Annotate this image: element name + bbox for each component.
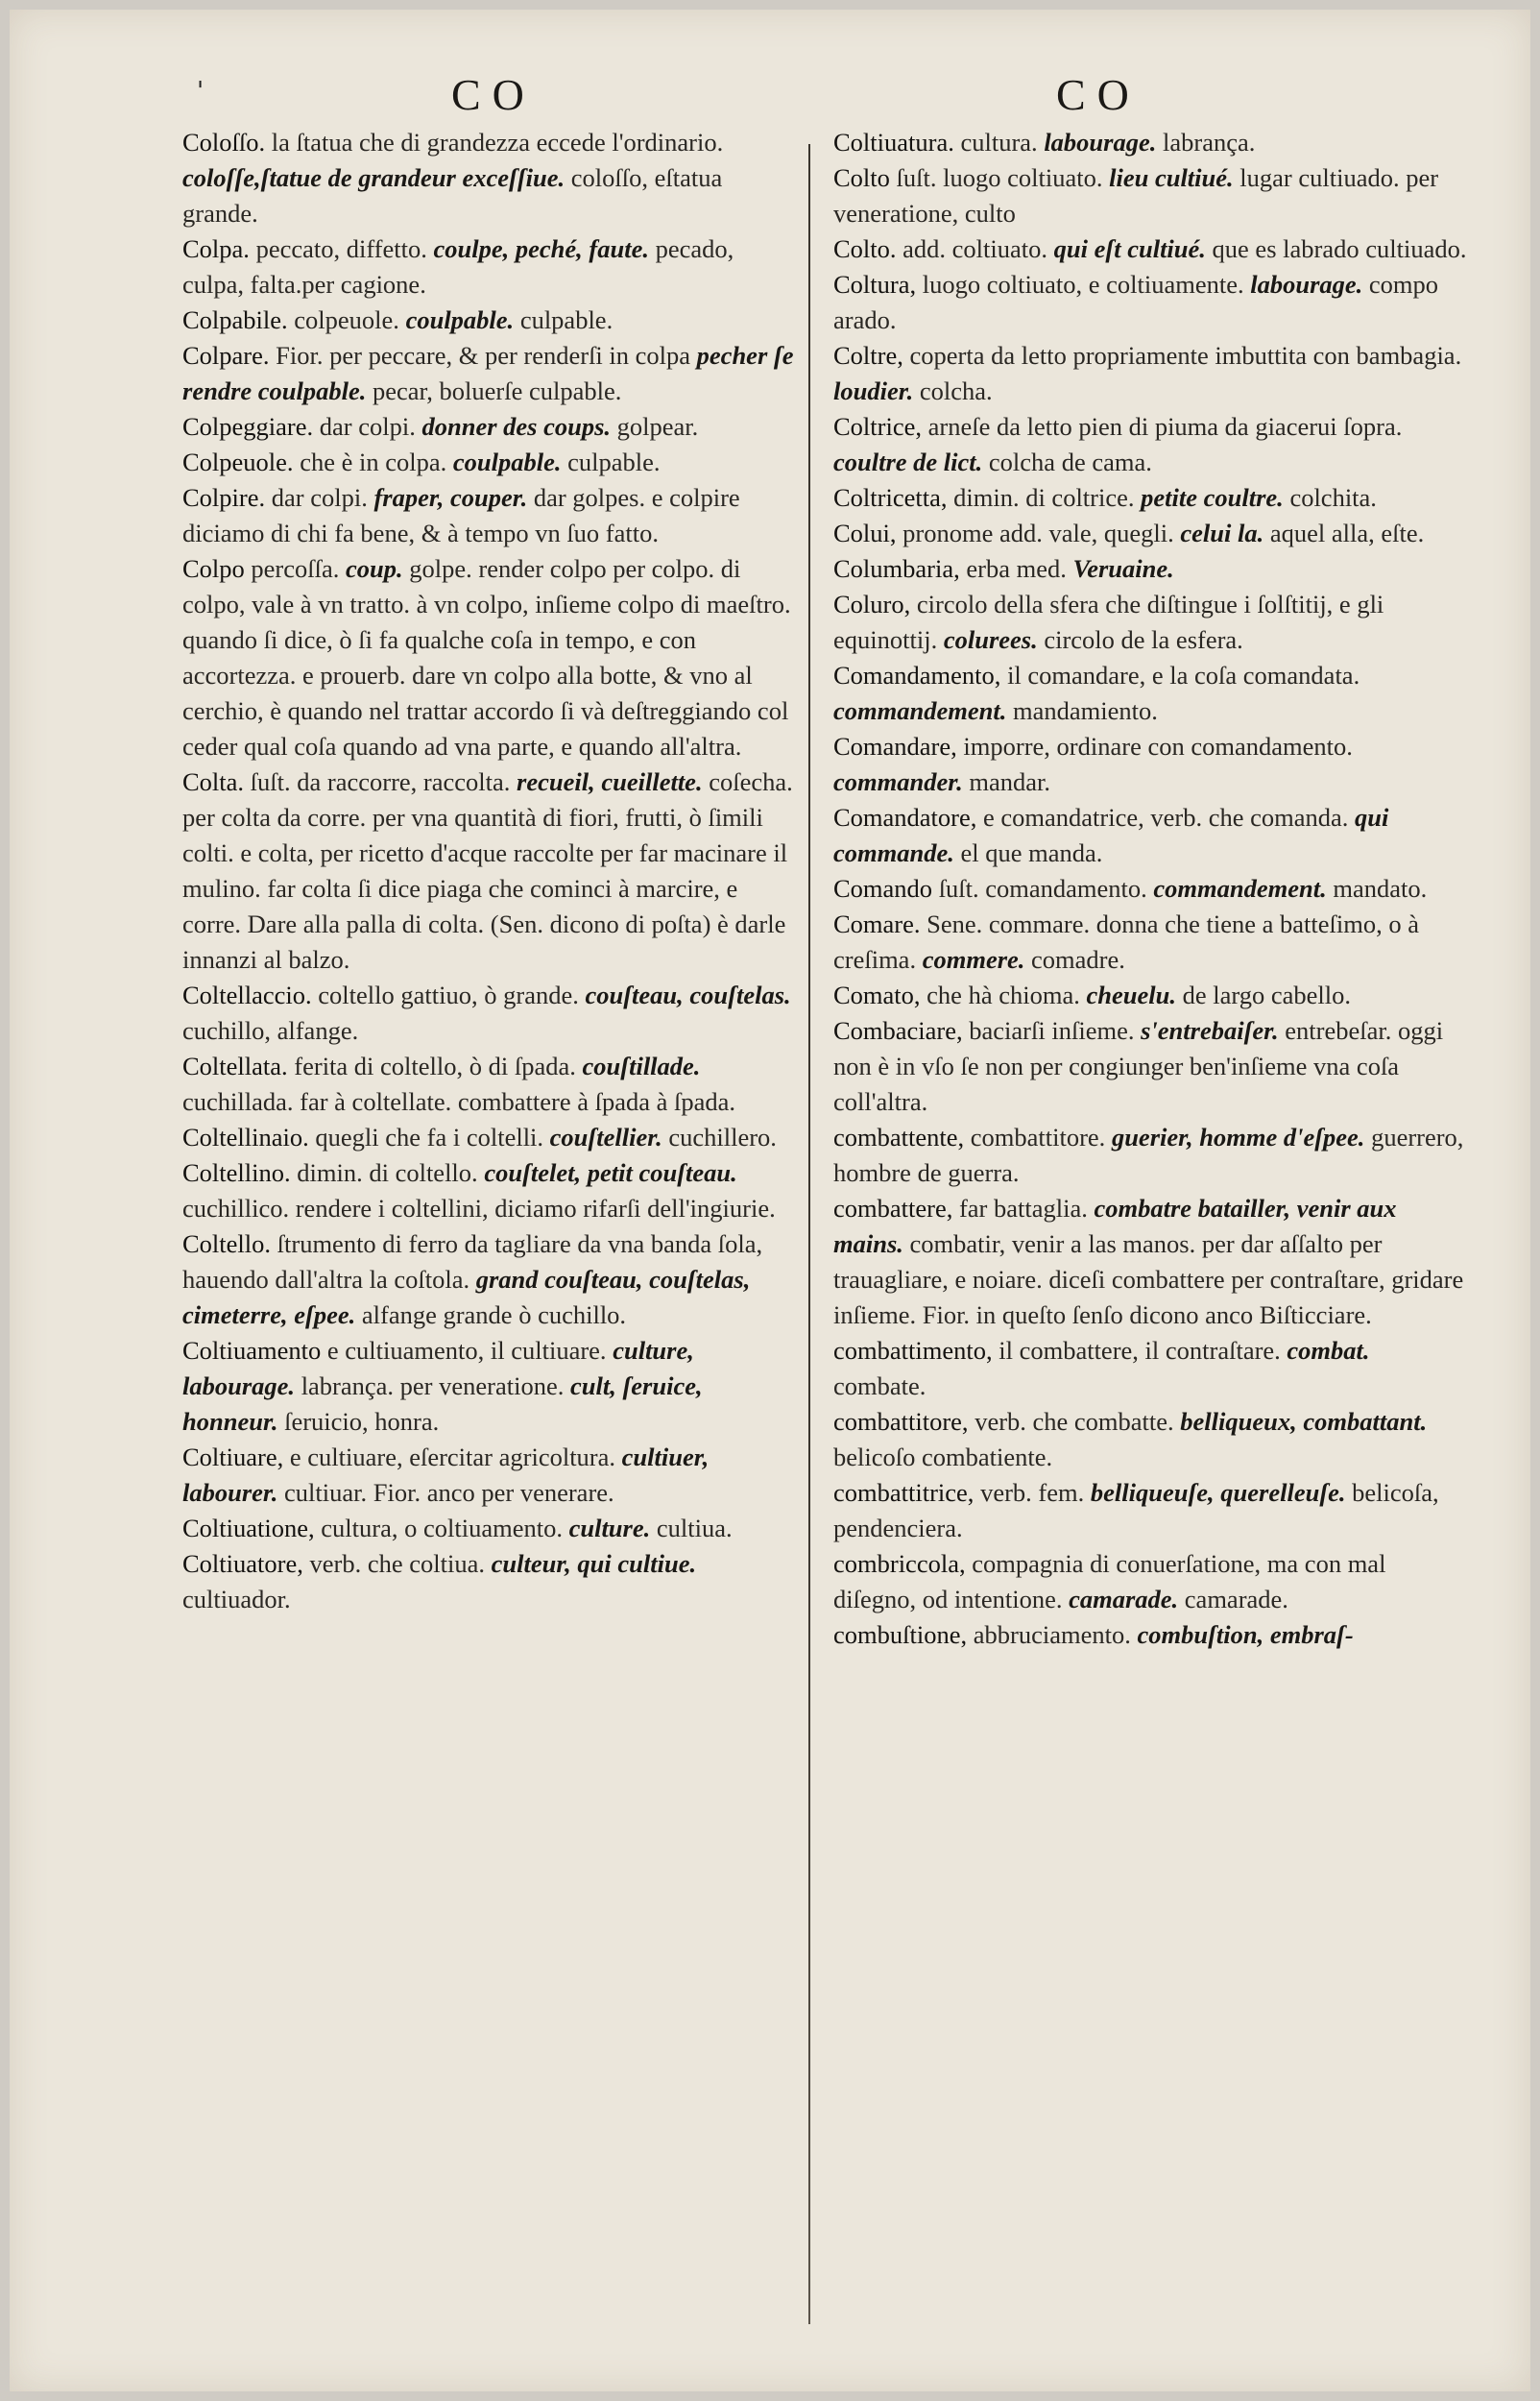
dictionary-entry: Colpeggiare. dar colpi. donner des coups. golpear. xyxy=(182,412,699,441)
running-head-left: CO xyxy=(451,70,536,119)
dictionary-entry: Comandatore, e comandatrice, verb. che comanda. qui commande. el que manda. xyxy=(833,803,1389,867)
dictionary-entry: Coltiuare, e cultiuare, eſercitar agricoltura. cultiuer, labourer. cultiuar. Fior. anco per venerare. xyxy=(182,1443,710,1507)
dictionary-entry: Coltellinaio. quegli che fa i coltelli. couſtellier. cuchillero. xyxy=(182,1123,777,1152)
dictionary-entry: Coltellaccio. coltello gattiuo, ò grande. couſteau, couſtelas. cuchillo, alfange. xyxy=(182,981,791,1045)
dictionary-entry: Coltiuatura. cultura. labourage. labrança. xyxy=(833,128,1256,157)
book-page xyxy=(10,10,1530,2391)
dictionary-entry: combuſtione, abbruciamento. combuſtion, embraſ- xyxy=(833,1620,1354,1649)
dictionary-entry: Coltellata. ferita di coltello, ò di ſpada. couſtillade. cuchillada. far à coltellate. combattere à ſpada à ſpada. xyxy=(182,1052,736,1116)
dictionary-entry: Coltiuatore, verb. che coltiua. culteur, qui cultiue. cultiuador. xyxy=(182,1549,697,1613)
dictionary-entry: Colta. ſuſt. da raccorre, raccolta. recueil, cueillette. coſecha. per colta da corre. per vna quantità di fiori, frutti, ò ſimili colti. e colta, per ricetto d'acque raccolte per far macinare il mulino. far colta ſi dice piaga che cominci à marcire, e corre. Dare alla palla di colta. (Sen. dicono di poſta) è darle innanzi al balzo. xyxy=(182,767,793,974)
dictionary-entry: Colto ſuſt. luogo coltiuato. lieu cultiué. lugar cultiuado. per veneratione, culto xyxy=(833,163,1439,228)
dictionary-entry: combattente, combattitore. guerier, homme d'eſpee. guerrero, hombre de guerra. xyxy=(833,1123,1464,1187)
dictionary-entry: Colpire. dar colpi. fraper, couper. dar golpes. e colpire diciamo di chi fa bene, & à tempo vn ſuo fatto. xyxy=(182,483,740,547)
dictionary-entry: combattere, far battaglia. combatre batailler, venir aux mains. combatir, venir a las manos. per dar aſſalto per trauagliare, e noiare. diceſi combattere per contraſtare, gridare inſieme. Fior. in queſto ſenſo dicono anco Biſticciare. xyxy=(833,1194,1464,1329)
dictionary-entry: combattitore, verb. che combatte. belliqueux, combattant. belicoſo combatiente. xyxy=(833,1407,1428,1471)
dictionary-entry: Colpa. peccato, diffetto. coulpe, peché, faute. pecado, culpa, falta.per cagione. xyxy=(182,234,734,299)
dictionary-entry: combriccola, compagnia di conuerſatione, ma con mal diſegno, od intentione. camarade. camarade. xyxy=(833,1549,1386,1613)
dictionary-entry: Coluro, circolo della sfera che diſtingue i ſolſtitij, e gli equinottij. colurees. circolo de la esfera. xyxy=(833,590,1384,654)
right-column xyxy=(833,125,1467,1653)
dictionary-entry: Comandamento, il comandare, e la coſa comandata. commandement. mandamiento. xyxy=(833,661,1360,725)
dictionary-entry: Coltricetta, dimin. di coltrice. petite coultre. colchita. xyxy=(833,483,1377,512)
dictionary-entry: Coltiuatione, cultura, o coltiuamento. culture. cultiua. xyxy=(182,1514,733,1542)
left-column xyxy=(182,125,797,1617)
dictionary-entry: Comandare, imporre, ordinare con comandamento. commander. mandar. xyxy=(833,732,1353,796)
column-divider xyxy=(808,144,810,2324)
dictionary-entry: Coltiuamento e cultiuamento, il cultiuare. culture, labourage. labrança. per veneratione. cult, ſeruice, honneur. ſeruicio, honra. xyxy=(182,1336,703,1436)
dictionary-entry: Coltura, luogo coltiuato, e coltiuamente. labourage. compo arado. xyxy=(833,270,1439,334)
dictionary-entry: Colto. add. coltiuato. qui eſt cultiué. que es labrado cultiuado. xyxy=(833,234,1467,263)
dictionary-entry: Colpo percoſſa. coup. golpe. render colpo per colpo. di colpo, vale à vn tratto. à vn colpo, inſieme colpo di maeſtro. quando ſi dice, ò ſi fa qualche coſa in tempo, e con accortezza. e prouerb. dare vn colpo alla botte, & vno al cerchio, è quando nel trattar accordo ſi và deſtreggiando col ceder qual coſa quando ad vna parte, e quando all'altra. xyxy=(182,554,791,761)
dictionary-entry: Coltre, coperta da letto propriamente imbuttita con bambagia. loudier. colcha. xyxy=(833,341,1462,405)
dictionary-entry: Combaciare, baciarſi inſieme. s'entrebaiſer. entrebeſar. oggi non è in vſo ſe non per congiunger ben'inſieme vna coſa coll'altra. xyxy=(833,1016,1444,1116)
dictionary-entry: Colpabile. colpeuole. coulpable. culpable. xyxy=(182,305,614,334)
dictionary-entry: Comare. Sene. commare. donna che tiene a batteſimo, o à creſima. commere. comadre. xyxy=(833,909,1420,974)
dictionary-entry: Coloſſo. la ſtatua che di grandezza eccede l'ordinario. coloſſe,ſtatue de grandeur exceſſiue. coloſſo, eſtatua grande. xyxy=(182,128,724,228)
dictionary-entry: Columbaria, erba med. Veruaine. xyxy=(833,554,1174,583)
running-head-right: CO xyxy=(1056,70,1141,119)
dictionary-entry: Coltello. ſtrumento di ferro da tagliare da vna banda ſola, hauendo dall'altra la coſtola. grand couſteau, couſtelas, cimeterre, eſpee. alfange grande ò cuchillo. xyxy=(182,1229,763,1329)
dictionary-entry: Comando ſuſt. comandamento. commandement. mandato. xyxy=(833,874,1428,903)
dictionary-entry: Colpare. Fior. per peccare, & per renderſi in colpa pecher ſe rendre coulpable. pecar, boluerſe culpable. xyxy=(182,341,794,405)
dictionary-entry: Colpeuole. che è in colpa. coulpable. culpable. xyxy=(182,448,661,476)
dictionary-entry: Coltellino. dimin. di coltello. couſtelet, petit couſteau. cuchillico. rendere i coltellini, diciamo rifarſi dell'ingiurie. xyxy=(182,1158,776,1223)
dictionary-entry: combattimento, il combattere, il contraſtare. combat. combate. xyxy=(833,1336,1370,1400)
dictionary-entry: combattitrice, verb. fem. belliqueuſe, querelleuſe. belicoſa, pendenciera. xyxy=(833,1478,1439,1542)
dictionary-entry: Coltrice, arneſe da letto pien di piuma da giacerui ſopra. coultre de lict. colcha de cama. xyxy=(833,412,1403,476)
dictionary-entry: Colui, pronome add. vale, quegli. celui la. aquel alla, eſte. xyxy=(833,519,1425,547)
dictionary-entry: Comato, che hà chioma. cheuelu. de largo cabello. xyxy=(833,981,1351,1009)
corner-mark: ' xyxy=(197,77,205,106)
